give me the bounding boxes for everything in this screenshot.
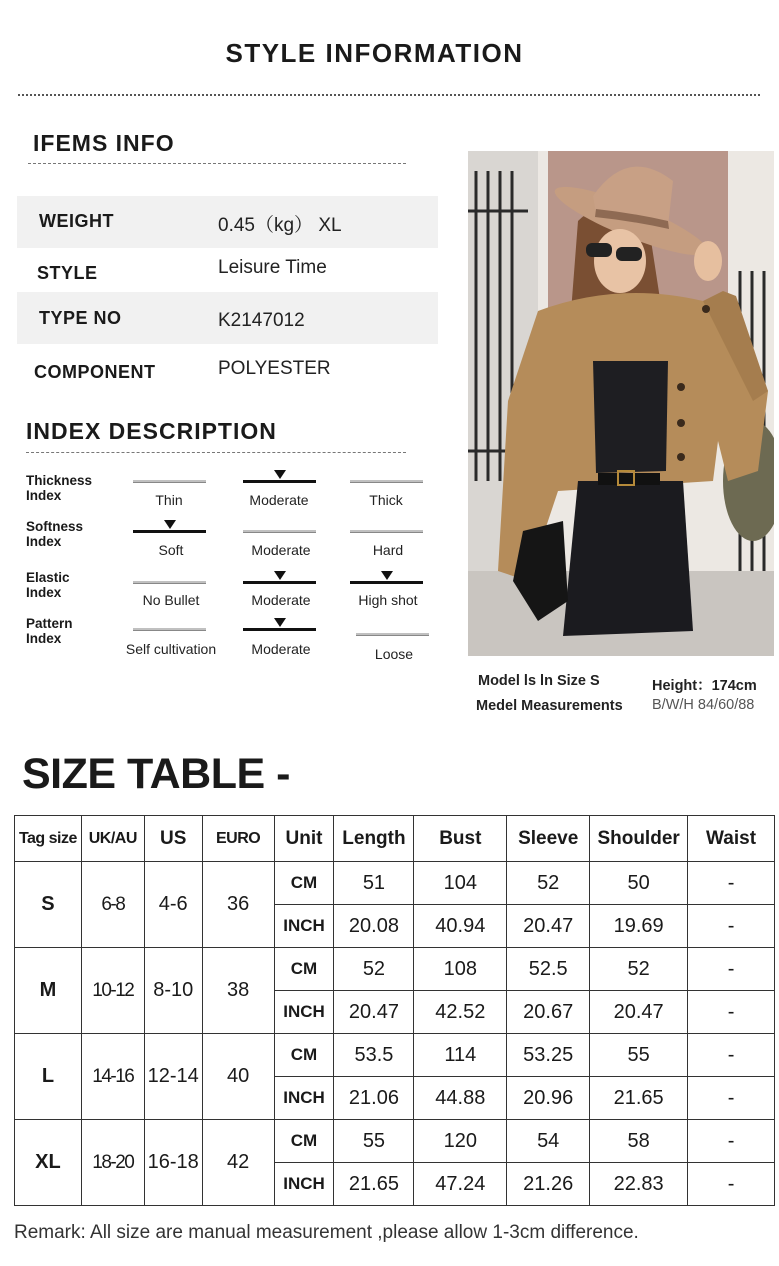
table-cell: 12-14 (144, 1034, 202, 1120)
index-label-line: Index (26, 534, 62, 549)
info-label: WEIGHT (39, 211, 114, 231)
table-cell: 104 (414, 862, 507, 905)
size-table-body (15, 862, 775, 1206)
index-scale-bar (243, 581, 316, 584)
info-value: Leisure Time (218, 257, 327, 278)
table-cell: 20.47 (507, 905, 590, 948)
table-cell: 20.47 (334, 991, 414, 1034)
size-tag-cell: M (15, 948, 82, 1034)
index-label-line: Pattern (26, 616, 73, 631)
index-option: Moderate (249, 492, 309, 508)
table-cell: 58 (590, 1120, 688, 1163)
table-cell: - (688, 948, 775, 991)
index-scale-bar (350, 480, 423, 483)
index-option: Moderate (251, 542, 311, 558)
table-cell: - (688, 905, 775, 948)
info-row-type-no (17, 292, 438, 344)
table-cell: 20.96 (507, 1077, 590, 1120)
column-header: EURO (202, 816, 274, 862)
column-header: Length (334, 816, 414, 862)
size-table-title: SIZE TABLE - (22, 750, 290, 798)
index-option: Loose (374, 646, 414, 662)
column-header: US (144, 816, 202, 862)
table-cell: 21.65 (590, 1077, 688, 1120)
column-header: Shoulder (590, 816, 688, 862)
index-scale-bar (350, 530, 423, 533)
index-scale-bar (133, 530, 206, 533)
table-cell: 40 (202, 1034, 274, 1120)
index-scale-bar (133, 480, 206, 483)
table-cell: 55 (590, 1034, 688, 1077)
table-cell: 21.65 (334, 1163, 414, 1206)
table-cell: 53.25 (507, 1034, 590, 1077)
table-cell: 4-6 (144, 862, 202, 948)
info-value: 0.45（kg） XL (218, 215, 342, 236)
index-scale-bar (243, 480, 316, 483)
table-cell: 52 (590, 948, 688, 991)
column-header: UK/AU (81, 816, 144, 862)
unit-cell: CM (274, 1120, 334, 1163)
table-cell: - (688, 991, 775, 1034)
table-cell: 114 (414, 1034, 507, 1077)
index-label-line: Index (26, 488, 62, 503)
index-option: Moderate (251, 592, 311, 608)
table-cell: 120 (414, 1120, 507, 1163)
table-row (15, 1120, 775, 1163)
title-divider (18, 94, 760, 96)
index-label-pattern (26, 616, 73, 646)
table-cell: - (688, 1120, 775, 1163)
column-header: Waist (688, 816, 775, 862)
table-cell: 16-18 (144, 1120, 202, 1206)
table-cell: 8-10 (144, 948, 202, 1034)
index-option: Soft (158, 542, 184, 558)
table-cell: 50 (590, 862, 688, 905)
unit-cell: CM (274, 948, 334, 991)
size-table-header-row (15, 816, 775, 862)
table-cell: 54 (507, 1120, 590, 1163)
table-cell: 53.5 (334, 1034, 414, 1077)
table-cell: 36 (202, 862, 274, 948)
index-label-elastic (26, 570, 70, 600)
model-photo (468, 151, 774, 656)
table-cell: 6-8 (81, 862, 144, 948)
index-label-line: Thickness (26, 473, 93, 488)
model-height-label: Height：174cm (652, 678, 757, 694)
table-cell: 55 (334, 1120, 414, 1163)
index-scale-bar (350, 581, 423, 584)
index-label-line: Softness (26, 519, 84, 534)
page-title: STYLE INFORMATION (225, 38, 524, 68)
index-option: Self cultivation (125, 641, 217, 657)
size-tag-cell: XL (15, 1120, 82, 1206)
info-value: K2147012 (218, 310, 305, 331)
index-option: Hard (372, 542, 404, 558)
index-scale-bar (243, 530, 316, 533)
model-size-label: Model ls ln Size S (478, 673, 600, 689)
table-cell: - (688, 1163, 775, 1206)
model-measurements-value: B/W/H 84/60/88 (652, 697, 755, 713)
info-label: TYPE NO (39, 308, 122, 328)
table-cell: 38 (202, 948, 274, 1034)
unit-cell: INCH (274, 1077, 334, 1120)
remark-text: Remark: All size are manual measurement ,please allow 1-3cm difference. (14, 1222, 639, 1243)
index-scale-bar (133, 628, 206, 631)
unit-cell: CM (274, 1034, 334, 1077)
table-cell: 14-16 (81, 1034, 144, 1120)
index-label-line: Index (26, 631, 62, 646)
table-cell: - (688, 1034, 775, 1077)
index-label-line: Elastic (26, 570, 70, 585)
table-cell: 20.47 (590, 991, 688, 1034)
table-cell: - (688, 1077, 775, 1120)
info-label: STYLE (37, 263, 98, 283)
index-description-title: INDEX DESCRIPTION (26, 418, 277, 444)
items-info-title: IFEMS INFO (33, 130, 175, 156)
index-option: No Bullet (142, 592, 200, 608)
index-label-line: Index (26, 585, 62, 600)
index-option: Thick (369, 492, 403, 508)
column-header: Bust (414, 816, 507, 862)
index-option: High shot (358, 592, 418, 608)
selected-arrow-icon (274, 470, 286, 479)
unit-cell: INCH (274, 905, 334, 948)
index-scale-bar (356, 633, 429, 636)
index-label-thickness (26, 473, 92, 503)
unit-cell: CM (274, 862, 334, 905)
selected-arrow-icon (164, 520, 176, 529)
table-cell: 108 (414, 948, 507, 991)
index-option: Thin (155, 492, 183, 508)
column-header: Tag size (15, 816, 82, 862)
table-cell: 21.26 (507, 1163, 590, 1206)
table-cell: 42.52 (414, 991, 507, 1034)
index-scale-bar (243, 628, 316, 631)
table-cell: 52 (507, 862, 590, 905)
info-label: COMPONENT (34, 362, 156, 382)
size-table (14, 815, 775, 1206)
table-cell: - (688, 862, 775, 905)
table-row (15, 1034, 775, 1077)
table-cell: 21.06 (334, 1077, 414, 1120)
items-info-divider (28, 163, 406, 164)
table-cell: 18-20 (81, 1120, 144, 1206)
unit-cell: INCH (274, 1163, 334, 1206)
column-header: Unit (274, 816, 334, 862)
selected-arrow-icon (274, 618, 286, 627)
index-scale-bar (133, 581, 206, 584)
table-cell: 42 (202, 1120, 274, 1206)
table-cell: 20.08 (334, 905, 414, 948)
unit-cell: INCH (274, 991, 334, 1034)
selected-arrow-icon (274, 571, 286, 580)
table-cell: 52.5 (507, 948, 590, 991)
table-cell: 20.67 (507, 991, 590, 1034)
table-row (15, 862, 775, 905)
table-cell: 47.24 (414, 1163, 507, 1206)
table-cell: 40.94 (414, 905, 507, 948)
index-label-softness (26, 519, 83, 549)
size-tag-cell: S (15, 862, 82, 948)
info-value: POLYESTER (218, 358, 331, 379)
index-option: Moderate (251, 641, 311, 657)
column-header: Sleeve (507, 816, 590, 862)
table-cell: 10-12 (81, 948, 144, 1034)
table-cell: 22.83 (590, 1163, 688, 1206)
info-row-weight (17, 196, 438, 248)
size-tag-cell: L (15, 1034, 82, 1120)
index-description-divider (26, 452, 406, 453)
model-measurements-label: Medel Measurements (476, 698, 623, 714)
table-row (15, 948, 775, 991)
table-cell: 44.88 (414, 1077, 507, 1120)
table-cell: 19.69 (590, 905, 688, 948)
info-row-component (17, 344, 438, 396)
selected-arrow-icon (381, 571, 393, 580)
table-cell: 52 (334, 948, 414, 991)
table-cell: 51 (334, 862, 414, 905)
